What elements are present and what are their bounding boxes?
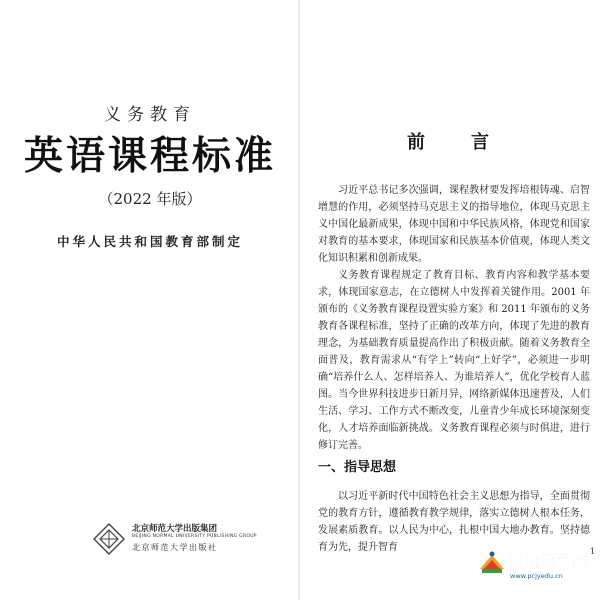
publisher-logo-icon <box>92 522 126 556</box>
preface-paragraph: 义务教育课程规定了教育目标、教育内容和教学基本要求，体现国家意志，在立德树人中发挥着关键作用。2001 年颁布的《义务教育课程设置实验方案》和 2011 年颁布的义务教育各课程标准，坚持了正确的改革方向，体现了先进的教育理念，为基础教育质量提高作出了积极贡献。随着义务教育全面普及，教育需求从“有学上”转向“上好学”，必须进一步明确“培养什么人、怎样培养人、为谁培养人”，优化学校育人蓝图。当今世界科技进步日新月异，网络新媒体迅速普及，人们生活、学习、工作方式不断改变，儿童青少年成长环境深刻变化，人才培养面临新挑战。义务教育课程必须与时俱进，进行修订完善。 <box>318 270 590 451</box>
page-number: 1 <box>590 547 596 556</box>
watermark-url: www.pcjyedu.cn <box>510 572 563 580</box>
preface-paragraph: 习近平总书记多次强调，课程教材要发挥培根铸魂、启智增慧的作用，必须坚持马克思主义的指导地位，体现马克思主义中国化最新成果，体现中国和中华民族风格，体现党和国家对教育的基本要求，体现国家和民族基本价值观，体现人类文化知识积累和创新成果。 <box>318 185 590 264</box>
publisher-name: 北京师范大学出版集团 <box>132 524 218 534</box>
publisher-name-en: BEIJING NORMAL UNIVERSITY PUBLISHING GROUP <box>132 534 257 539</box>
preface-page <box>300 0 600 600</box>
cover-title: 英语课程标准 <box>23 134 276 179</box>
publisher-press: 北京师范大学出版社 <box>132 543 218 552</box>
watermark-logo-icon <box>478 549 506 577</box>
section-heading: 一、指导思想 <box>318 460 397 475</box>
preface-title: 前 言 <box>407 132 503 153</box>
cover-subtitle: 义务教育 <box>104 105 196 125</box>
cover-issuer: 中华人民共和国教育部制定 <box>56 234 243 249</box>
section-paragraph: 以习近平新时代中国特色社会主义思想为指导，全面贯彻党的教育方针，遵循教育教学规律，落实立德树人根本任务，发展素质教育。以人民为中心，扎根中国大地办教育。坚持德育为先，提升智育 <box>318 491 590 553</box>
publisher-block <box>92 520 272 562</box>
site-watermark <box>478 548 594 592</box>
cover-edition: （2022 年版） <box>98 190 202 208</box>
watermark-name: 彭城教育网 <box>508 552 589 570</box>
